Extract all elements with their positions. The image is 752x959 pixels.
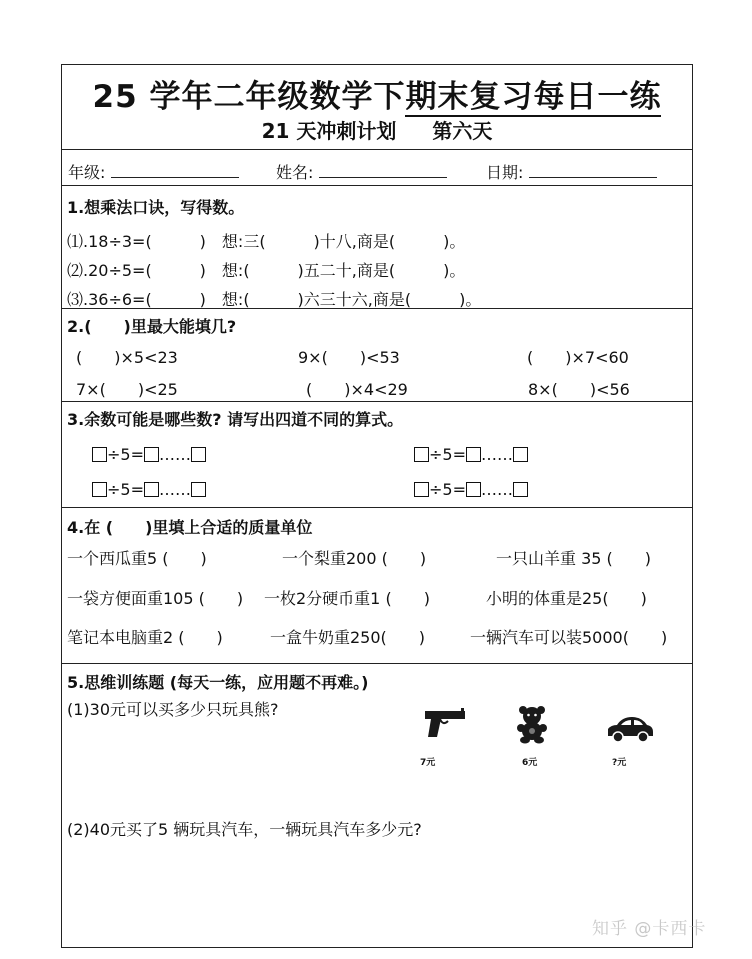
toy-gun-price: 7元 bbox=[420, 758, 436, 768]
q1-row: ⑴.18÷3=( ) 想:三( )十八,商是( )。 bbox=[67, 232, 466, 251]
answer-box[interactable] bbox=[92, 447, 107, 462]
q4-item: 笔记本电脑重2 ( ) bbox=[67, 628, 223, 647]
divider bbox=[62, 507, 692, 508]
name-field: 姓名: bbox=[276, 160, 447, 183]
q5-title: 5.思维训练题 (每天一练，应用题不再难。) bbox=[67, 673, 369, 692]
divider bbox=[62, 149, 692, 150]
worksheet-subtitle: 21 天冲刺计划 第六天 bbox=[261, 119, 493, 143]
answer-box[interactable] bbox=[92, 482, 107, 497]
answer-box[interactable] bbox=[414, 482, 429, 497]
q4-item: 一辆汽车可以装5000( ) bbox=[470, 628, 668, 647]
q4-item: 一枚2分硬币重1 ( ) bbox=[264, 589, 430, 608]
date-field: 日期: bbox=[486, 160, 657, 183]
q3-equation: ÷5= …… bbox=[92, 480, 206, 499]
answer-box[interactable] bbox=[191, 482, 206, 497]
divider bbox=[62, 185, 692, 186]
grade-blank[interactable] bbox=[111, 163, 239, 178]
answer-box[interactable] bbox=[191, 447, 206, 462]
q1-row: ⑵.20÷5=( ) 想:( )五二十,商是( )。 bbox=[67, 261, 466, 280]
q3-equation: ÷5= …… bbox=[92, 445, 206, 464]
q2-item: 9×( )<53 bbox=[298, 348, 400, 367]
q5-problem-1: (1)30元可以买多少只玩具熊? bbox=[67, 700, 279, 719]
name-blank[interactable] bbox=[319, 163, 447, 178]
answer-box[interactable] bbox=[144, 447, 159, 462]
teddy-bear-icon bbox=[516, 704, 548, 748]
q4-item: 一个梨重200 ( ) bbox=[282, 549, 427, 568]
q2-item: 7×( )<25 bbox=[76, 380, 178, 399]
q3-title: 3.余数可能是哪些数? 请写出四道不同的算式。 bbox=[67, 410, 404, 429]
toy-car-icon bbox=[605, 714, 655, 748]
answer-box[interactable] bbox=[466, 482, 481, 497]
teddy-bear-price: 6元 bbox=[522, 758, 538, 768]
q4-item: 一个西瓜重5 ( ) bbox=[67, 549, 207, 568]
divider bbox=[62, 308, 692, 309]
q4-title: 4.在 ( )里填上合适的质量单位 bbox=[67, 518, 313, 537]
q1-row: ⑶.36÷6=( ) 想:( )六三十六,商是( )。 bbox=[67, 290, 482, 309]
q4-item: 一袋方便面重105 ( ) bbox=[67, 589, 244, 608]
q2-item: 8×( )<56 bbox=[528, 380, 630, 399]
grade-field: 年级: bbox=[68, 160, 239, 183]
q2-item: ( )×4<29 bbox=[306, 380, 408, 399]
q4-item: 小明的体重是25( ) bbox=[486, 589, 647, 608]
q4-item: 一盒牛奶重250( ) bbox=[270, 628, 426, 647]
answer-box[interactable] bbox=[414, 447, 429, 462]
answer-box[interactable] bbox=[144, 482, 159, 497]
q3-equation: ÷5= …… bbox=[414, 445, 528, 464]
toy-gun-icon bbox=[423, 707, 467, 743]
worksheet bbox=[61, 64, 693, 948]
q2-title: 2.( )里最大能填几? bbox=[67, 317, 237, 336]
q2-item: ( )×5<23 bbox=[76, 348, 178, 367]
divider bbox=[62, 401, 692, 402]
divider bbox=[62, 663, 692, 664]
answer-box[interactable] bbox=[513, 482, 528, 497]
toy-car-price: ?元 bbox=[612, 758, 627, 768]
answer-box[interactable] bbox=[466, 447, 481, 462]
worksheet-title: 25 学年二年级数学下期末复习每日一练 bbox=[92, 79, 662, 115]
date-blank[interactable] bbox=[529, 163, 657, 178]
q3-equation: ÷5= …… bbox=[414, 480, 528, 499]
q5-problem-2: (2)40元买了5 辆玩具汽车，一辆玩具汽车多少元? bbox=[67, 820, 422, 839]
q4-item: 一只山羊重 35 ( ) bbox=[496, 549, 652, 568]
q1-title: 1.想乘法口诀，写得数。 bbox=[67, 198, 245, 217]
answer-box[interactable] bbox=[513, 447, 528, 462]
q2-item: ( )×7<60 bbox=[527, 348, 629, 367]
watermark: 知乎 @卡西卡 bbox=[592, 919, 707, 939]
